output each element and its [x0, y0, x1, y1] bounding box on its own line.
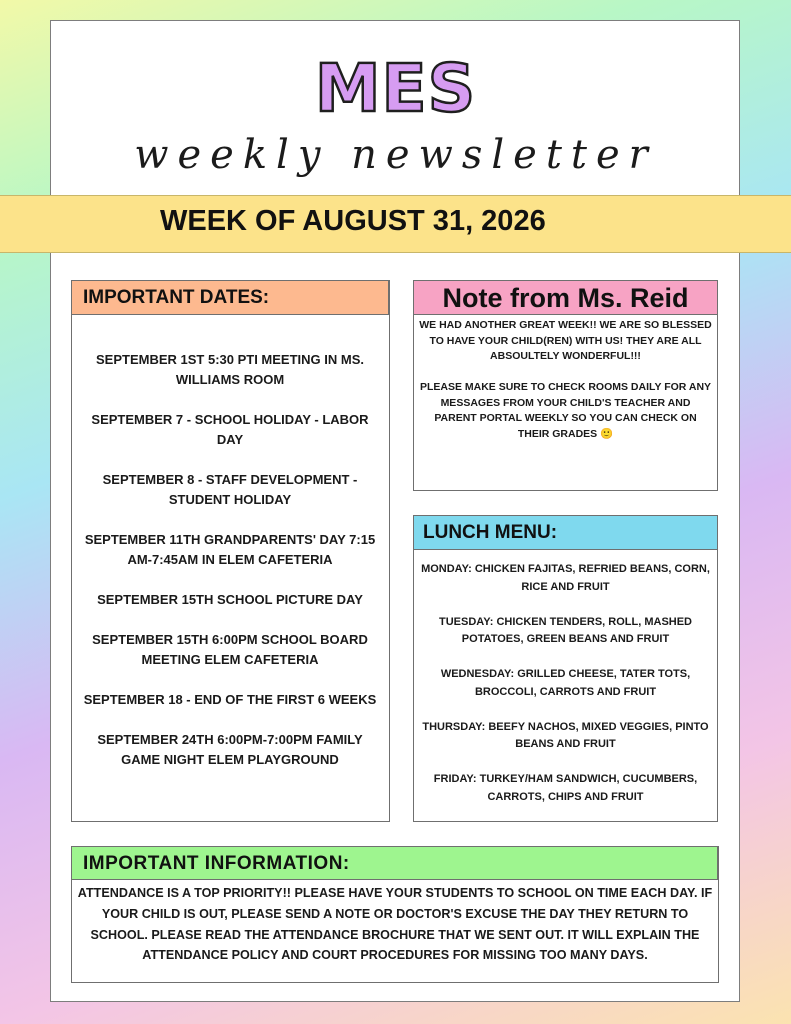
lunch-item: FRIDAY: TURKEY/HAM SANDWICH, CUCUMBERS, CARROTS, CHIPS AND FRUIT — [433, 773, 698, 803]
lunch-menu-heading: LUNCH MENU: — [413, 515, 718, 550]
lunch-menu-list — [420, 561, 711, 824]
lunch-item: THURSDAY: BEEFY NACHOS, MIXED VEGGIES, PINTO BEANS AND FRUIT — [422, 720, 709, 750]
important-dates-list — [80, 350, 380, 790]
date-item: SEPTEMBER 24TH 6:00PM-7:00PM FAMILY GAME NIGHT ELEM PLAYGROUND — [97, 732, 363, 767]
date-item: SEPTEMBER 8 - STAFF DEVELOPMENT - STUDENT HOLIDAY — [102, 472, 358, 507]
date-item: SEPTEMBER 15TH SCHOOL PICTURE DAY — [97, 592, 363, 607]
important-info-heading: IMPORTANT INFORMATION: — [71, 846, 718, 880]
teacher-note-body — [418, 318, 713, 442]
date-item: SEPTEMBER 1ST 5:30 PTI MEETING IN MS. WILLIAMS ROOM — [96, 352, 364, 387]
lunch-item: MONDAY: CHICKEN FAJITAS, REFRIED BEANS, CORN, RICE AND FRUIT — [421, 563, 710, 593]
date-item: SEPTEMBER 15TH 6:00PM SCHOOL BOARD MEETING ELEM CAFETERIA — [92, 632, 368, 667]
date-item: SEPTEMBER 11TH GRANDPARENTS' DAY 7:15 AM-7:45AM IN ELEM CAFETERIA — [84, 532, 376, 567]
week-of-heading: WEEK OF AUGUST 31, 2026 — [160, 205, 546, 237]
newsletter-title: MES — [314, 50, 477, 127]
note-paragraph: PLEASE MAKE SURE TO CHECK ROOMS DAILY FOR ANY MESSAGES FROM YOUR CHILD'S TEACHER AND PARENT PORTAL WEEKLY SO YOU CAN CHECK ON THEIR GRADES 🙂 — [419, 381, 712, 440]
date-item: SEPTEMBER 7 - SCHOOL HOLIDAY - LABOR DAY — [91, 412, 369, 447]
note-paragraph: WE HAD ANOTHER GREAT WEEK!! WE ARE SO BLESSED TO HAVE YOUR CHILD(REN) WITH US! THEY ARE ALL ABSOULTELY WONDERFUL!!! — [419, 319, 712, 362]
newsletter-subtitle: weekly newsletter — [134, 132, 657, 178]
important-info-body: ATTENDANCE IS A TOP PRIORITY!! PLEASE HAVE YOUR STUDENTS TO SCHOOL ON TIME EACH DAY. IF YOUR CHILD IS OUT, PLEASE SEND A NOTE OR DOCTOR'S EXCUSE THE DAY THEY RETURN TO SCHOOL. PLEASE READ THE ATTENDANCE BROCHURE THAT WE SENT OUT. IT WILL EXPLAIN THE ATTENDANCE POLICY AND COURT PROCEDURES FOR MISSING TOO MANY DAYS. — [77, 886, 713, 963]
lunch-item: TUESDAY: CHICKEN TENDERS, ROLL, MASHED POTATOES, GREEN BEANS AND FRUIT — [438, 615, 693, 645]
teacher-note-heading: Note from Ms. Reid — [413, 280, 718, 315]
important-dates-heading: IMPORTANT DATES: — [71, 280, 389, 315]
lunch-item: WEDNESDAY: GRILLED CHEESE, TATER TOTS, BROCCOLI, CARROTS AND FRUIT — [440, 668, 691, 698]
date-item: SEPTEMBER 18 - END OF THE FIRST 6 WEEKS — [83, 692, 377, 707]
